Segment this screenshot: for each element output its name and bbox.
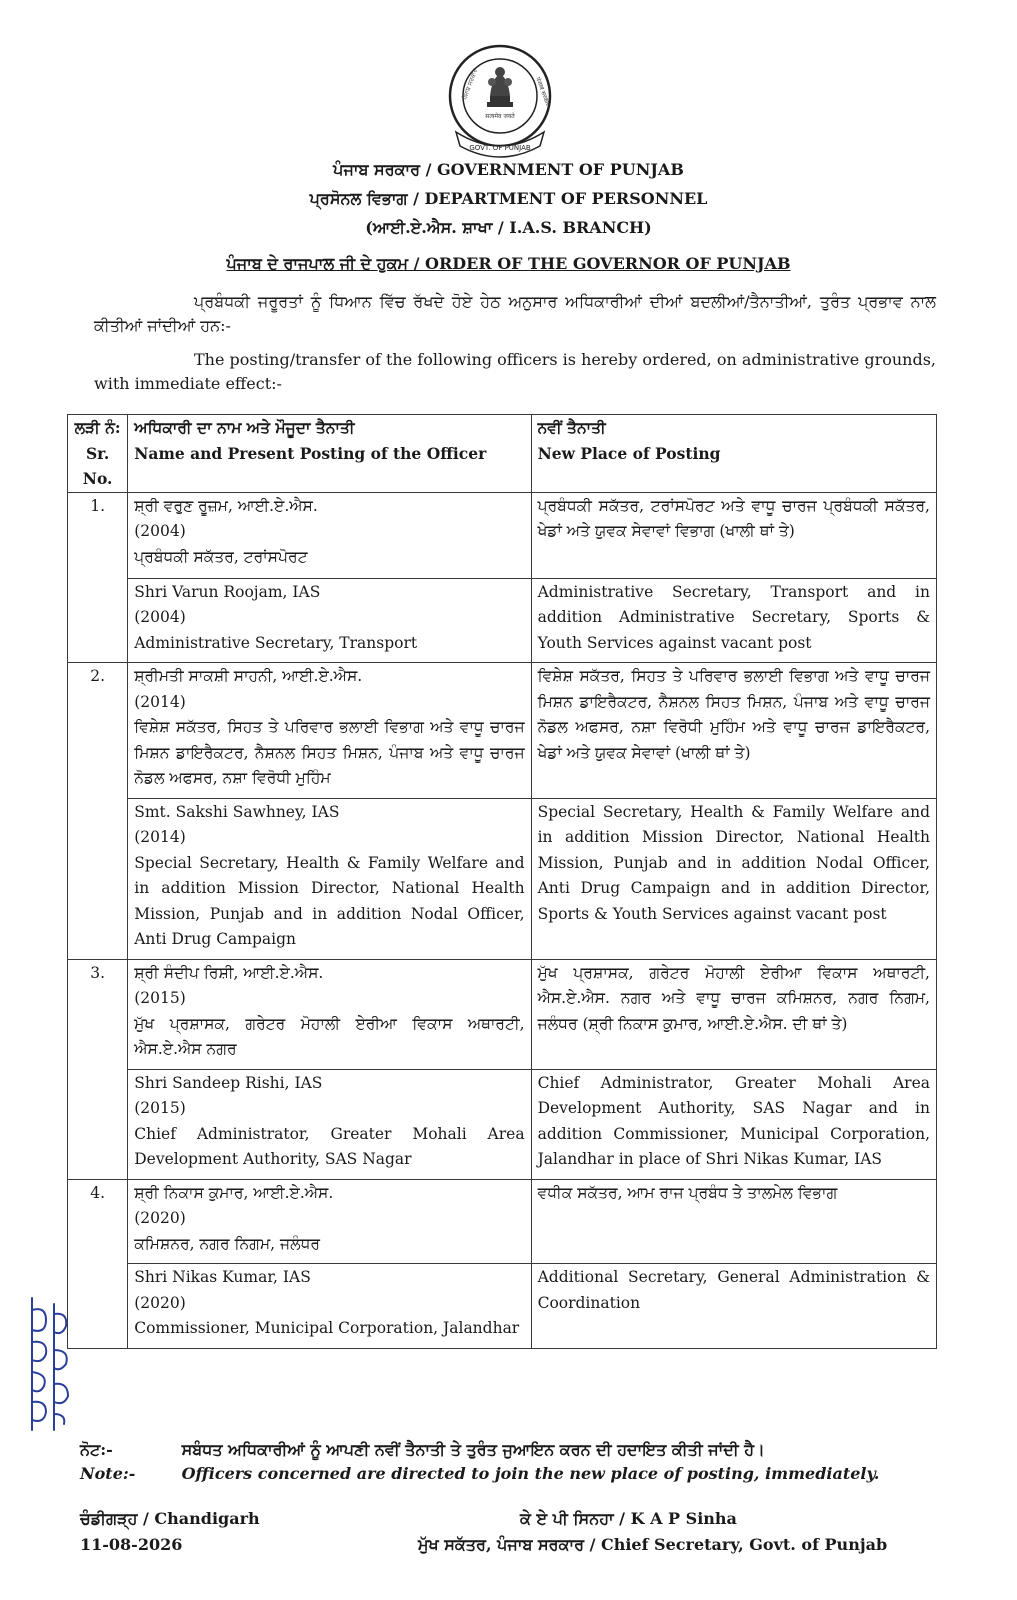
header-government: ਪੰਜਾਬ ਸਰਕਾਰ / GOVERNMENT OF PUNJAB xyxy=(333,160,684,179)
note-label-punjabi: ਨੋਟ:- xyxy=(80,1440,113,1459)
batch-year: (2015) xyxy=(134,1099,186,1117)
col-name-punjabi: ਅਧਿਕਾਰੀ ਦਾ ਨਾਮ ਅਤੇ ਮੌਜੂਦਾ ਤੈਨਾਤੀ xyxy=(134,418,355,437)
intro-punjabi: ਪ੍ਰਬੰਧਕੀ ਜਰੂਰਤਾਂ ਨੂੰ ਧਿਆਨ ਵਿੱਚ ਰੱਖਦੇ ਹੋਏ ਹੇਠ ਅਨੁਸਾਰ ਅਧਿਕਾਰੀਆਂ ਦੀਆਂ ਬਦਲੀਆਂ/ਤੈਨਾਤੀਆਂ, ਤੁਰੰਤ ਪ੍ਰਭਾਵ ਨਾਲ ਕੀਤੀਆਂ ਜਾਂਦੀਆਂ ਹਨ:- xyxy=(94,292,936,335)
sr-number: 3. xyxy=(90,963,106,982)
present-posting-punjabi: ਪ੍ਰਬੰਧਕੀ ਸਕੱਤਰ, ਟਰਾਂਸਪੋਰਟ xyxy=(134,547,308,566)
sr-number: 4. xyxy=(90,1183,106,1202)
officer-name-english: Shri Nikas Kumar, IAS xyxy=(134,1268,311,1286)
present-posting-punjabi: ਮੁੱਖ ਪ੍ਰਸ਼ਾਸਕ, ਗਰੇਟਰ ਮੋਹਾਲੀ ਏਰੀਆ ਵਿਕਾਸ ਅਥਾਰਟੀ, ਐਸ.ਏ.ਐਸ ਨਗਰ xyxy=(134,1014,525,1058)
table-row xyxy=(68,663,937,799)
batch-year: (2004) xyxy=(134,608,186,626)
sr-number: 1. xyxy=(90,496,106,515)
col-sr-english: Sr. No. xyxy=(82,443,113,488)
header-branch: (ਆਈ.ਏ.ਐਸ. ਸ਼ਾਖਾ / I.A.S. BRANCH) xyxy=(365,218,652,237)
present-posting-english: Administrative Secretary, Transport xyxy=(134,633,418,652)
present-posting-punjabi: ਕਮਿਸ਼ਨਰ, ਨਗਰ ਨਿਗਮ, ਜਲੰਧਰ xyxy=(134,1234,320,1253)
note-label-english: Note:- xyxy=(80,1464,136,1483)
footer-designation: ਮੁੱਖ ਸਕੱਤਰ, ਪੰਜਾਬ ਸਰਕਾਰ / Chief Secretary, Govt. of Punjab xyxy=(418,1535,888,1554)
batch-year: (2015) xyxy=(134,989,186,1007)
present-posting-english: Commissioner, Municipal Corporation, Jalandhar xyxy=(134,1319,520,1337)
note-punjabi xyxy=(80,1440,980,1460)
table-row xyxy=(68,959,937,1069)
handwritten-signature-icon xyxy=(12,1290,74,1440)
col-new-punjabi: ਨਵੀਂ ਤੈਨਾਤੀ xyxy=(537,418,606,437)
col-name-english: Name and Present Posting of the Officer xyxy=(134,443,487,463)
new-posting-english: Chief Administrator, Greater Mohali Area Development Authority, SAS Nagar and in addition Commissioner, Municipal Corporation, Jalandhar in place of Shri Nikas Kumar, IAS xyxy=(537,1073,930,1168)
officer-name-punjabi: ਸ਼੍ਰੀ ਸੰਦੀਪ ਰਿਸ਼ੀ, ਆਈ.ਏ.ਐਸ. xyxy=(134,963,324,982)
new-posting-english: Special Secretary, Health & Family Welfare and in addition Mission Director, National Health Mission, Punjab and in addition Nodal Officer, Anti Drug Campaign and in addition Director, Sports & Youth Services against vacant post xyxy=(537,802,930,923)
present-posting-punjabi: ਵਿਸ਼ੇਸ਼ ਸਕੱਤਰ, ਸਿਹਤ ਤੇ ਪਰਿਵਾਰ ਭਲਾਈ ਵਿਭਾਗ ਅਤੇ ਵਾਧੂ ਚਾਰਜ ਮਿਸ਼ਨ ਡਾਇਰੈਕਟਰ, ਨੈਸ਼ਨਲ ਸਿਹਤ ਮਿਸ਼ਨ, ਪੰਜਾਬ ਅਤੇ ਵਾਧੂ ਚਾਰਜ ਨੋਡਲ ਅਫਸਰ, ਨਸ਼ਾ ਵਿਰੋਧੀ ਮੁਹਿੰਮ xyxy=(134,718,525,787)
intro-english: The posting/transfer of the following officers is hereby ordered, on administrative grounds, with immediate effect:- xyxy=(94,350,936,393)
present-posting-english: Chief Administrator, Greater Mohali Area Development Authority, SAS Nagar xyxy=(134,1124,525,1168)
new-posting-punjabi: ਪ੍ਰਬੰਧਕੀ ਸਕੱਤਰ, ਟਰਾਂਸਪੋਰਟ ਅਤੇ ਵਾਧੂ ਚਾਰਜ ਪ੍ਰਬੰਧਕੀ ਸਕੱਤਰ, ਖੇਡਾਂ ਅਤੇ ਯੁਵਕ ਸੇਵਾਵਾਂ ਵਿਭਾਗ (ਖਾਲੀ ਥਾਂ ਤੇ) xyxy=(537,496,930,540)
footer-place: ਚੰਡੀਗੜ੍ਹ / Chandigarh xyxy=(80,1509,260,1528)
footer-signatory: ਕੇ ਏ ਪੀ ਸਿਨਹਾ / K A P Sinha xyxy=(520,1509,737,1528)
new-posting-punjabi: ਮੁੱਖ ਪ੍ਰਸ਼ਾਸਕ, ਗਰੇਟਰ ਮੋਹਾਲੀ ਏਰੀਆ ਵਿਕਾਸ ਅਥਾਰਟੀ, ਐਸ.ਏ.ਐਸ. ਨਗਰ ਅਤੇ ਵਾਧੂ ਚਾਰਜ ਕਮਿਸ਼ਨਰ, ਨਗਰ ਨਿਗਮ, ਜਲੰਧਰ (ਸ਼੍ਰੀ ਨਿਕਾਸ ਕੁਮਾਰ, ਆਈ.ਏ.ਐਸ. ਦੀ ਥਾਂ ਤੇ) xyxy=(537,963,930,1033)
table-row xyxy=(68,1264,937,1349)
header-department: ਪ੍ਰਸੋਨਲ ਵਿਭਾਗ / DEPARTMENT OF PERSONNEL xyxy=(309,189,708,208)
note-text-english: Officers concerned are directed to join the new place of posting, immediately. xyxy=(181,1464,880,1483)
table-row xyxy=(68,798,937,959)
table-row xyxy=(68,1179,937,1264)
officer-name-punjabi: ਸ਼੍ਰੀ ਨਿਕਾਸ ਕੁਮਾਰ, ਆਈ.ਏ.ਐਸ. xyxy=(134,1183,334,1202)
new-posting-english: Administrative Secretary, Transport and in addition Administrative Secretary, Sports & Youth Services against vacant post xyxy=(537,582,930,652)
government-seal-icon xyxy=(446,42,554,164)
note-english xyxy=(80,1464,980,1483)
officer-name-punjabi: ਸ਼੍ਰੀਮਤੀ ਸਾਕਸ਼ੀ ਸਾਹਨੀ, ਆਈ.ਏ.ਐਸ. xyxy=(134,667,363,685)
col-new-english: New Place of Posting xyxy=(537,443,721,463)
batch-year: (2020) xyxy=(134,1293,186,1312)
svg-text:GOVT. OF PUNJAB: GOVT. OF PUNJAB xyxy=(469,144,531,152)
note-text-punjabi: ਸਬੰਧਤ ਅਧਿਕਾਰੀਆਂ ਨੂੰ ਆਪਣੀ ਨਵੀਂ ਤੈਨਾਤੀ ਤੇ ਤੁਰੰਤ ਜੁਆਇਨ ਕਰਨ ਦੀ ਹਦਾਇਤ ਕੀਤੀ ਜਾਂਦੀ ਹੈ। xyxy=(181,1440,765,1459)
table-header-row xyxy=(68,415,937,493)
officer-name-english: Shri Sandeep Rishi, IAS xyxy=(134,1073,323,1092)
posting-table xyxy=(67,414,937,1349)
new-posting-punjabi: ਵਧੀਕ ਸਕੱਤਰ, ਆਮ ਰਾਜ ਪ੍ਰਬੰਧ ਤੇ ਤਾਲਮੇਲ ਵਿਭਾਗ xyxy=(537,1183,838,1202)
new-posting-english: Additional Secretary, General Administration & Coordination xyxy=(537,1268,930,1312)
table-row xyxy=(68,1069,937,1179)
new-posting-punjabi: ਵਿਸ਼ੇਸ਼ ਸਕੱਤਰ, ਸਿਹਤ ਤੇ ਪਰਿਵਾਰ ਭਲਾਈ ਵਿਭਾਗ ਅਤੇ ਵਾਧੂ ਚਾਰਜ ਮਿਸ਼ਨ ਡਾਇਰੈਕਟਰ, ਨੈਸ਼ਨਲ ਸਿਹਤ ਮਿਸ਼ਨ, ਪੰਜਾਬ ਅਤੇ ਵਾਧੂ ਚਾਰਜ ਨੋਡਲ ਅਫਸਰ, ਨਸ਼ਾ ਵਿਰੋਧੀ ਮੁਹਿੰਮ ਅਤੇ ਵਾਧੂ ਚਾਰਜ ਡਾਇਰੈਕਟਰ, ਖੇਡਾਂ ਅਤੇ ਯੁਵਕ ਸੇਵਾਵਾਂ (ਖਾਲੀ ਥਾਂ ਤੇ) xyxy=(537,667,930,762)
batch-year: (2020) xyxy=(134,1209,186,1227)
present-posting-english: Special Secretary, Health & Family Welfare and in addition Mission Director, National Health Mission, Punjab and in addition Nodal Officer, Anti Drug Campaign xyxy=(134,853,525,948)
table-row xyxy=(68,492,937,578)
svg-text:ਪੰਜਾਬ ਸਰਕਾਰ: ਪੰਜਾਬ ਸਰਕਾਰ xyxy=(461,67,479,101)
batch-year: (2014) xyxy=(134,692,186,711)
svg-text:पंजाब सरकार: पंजाब सरकार xyxy=(534,76,551,107)
officer-name-english: Smt. Sakshi Sawhney, IAS xyxy=(134,802,340,821)
order-title: ਪੰਜਾਬ ਦੇ ਰਾਜਪਾਲ ਜੀ ਦੇ ਹੁਕਮ / ORDER OF THE GOVERNOR OF PUNJAB xyxy=(226,254,791,273)
batch-year: (2014) xyxy=(134,828,186,846)
officer-name-punjabi: ਸ਼੍ਰੀ ਵਰੁਣ ਰੂਜ਼ਮ, ਆਈ.ਏ.ਐਸ. xyxy=(134,496,318,515)
table-row xyxy=(68,578,937,663)
batch-year: (2004) xyxy=(134,522,186,540)
col-sr-punjabi: ਲੜੀ ਨੰ: xyxy=(74,418,121,437)
officer-name-english: Shri Varun Roojam, IAS xyxy=(134,582,321,601)
svg-text:सत्यमेव जयते: सत्यमेव जयते xyxy=(485,113,515,120)
sr-number: 2. xyxy=(90,667,106,685)
footer-date: 11-08-2026 xyxy=(80,1535,183,1554)
